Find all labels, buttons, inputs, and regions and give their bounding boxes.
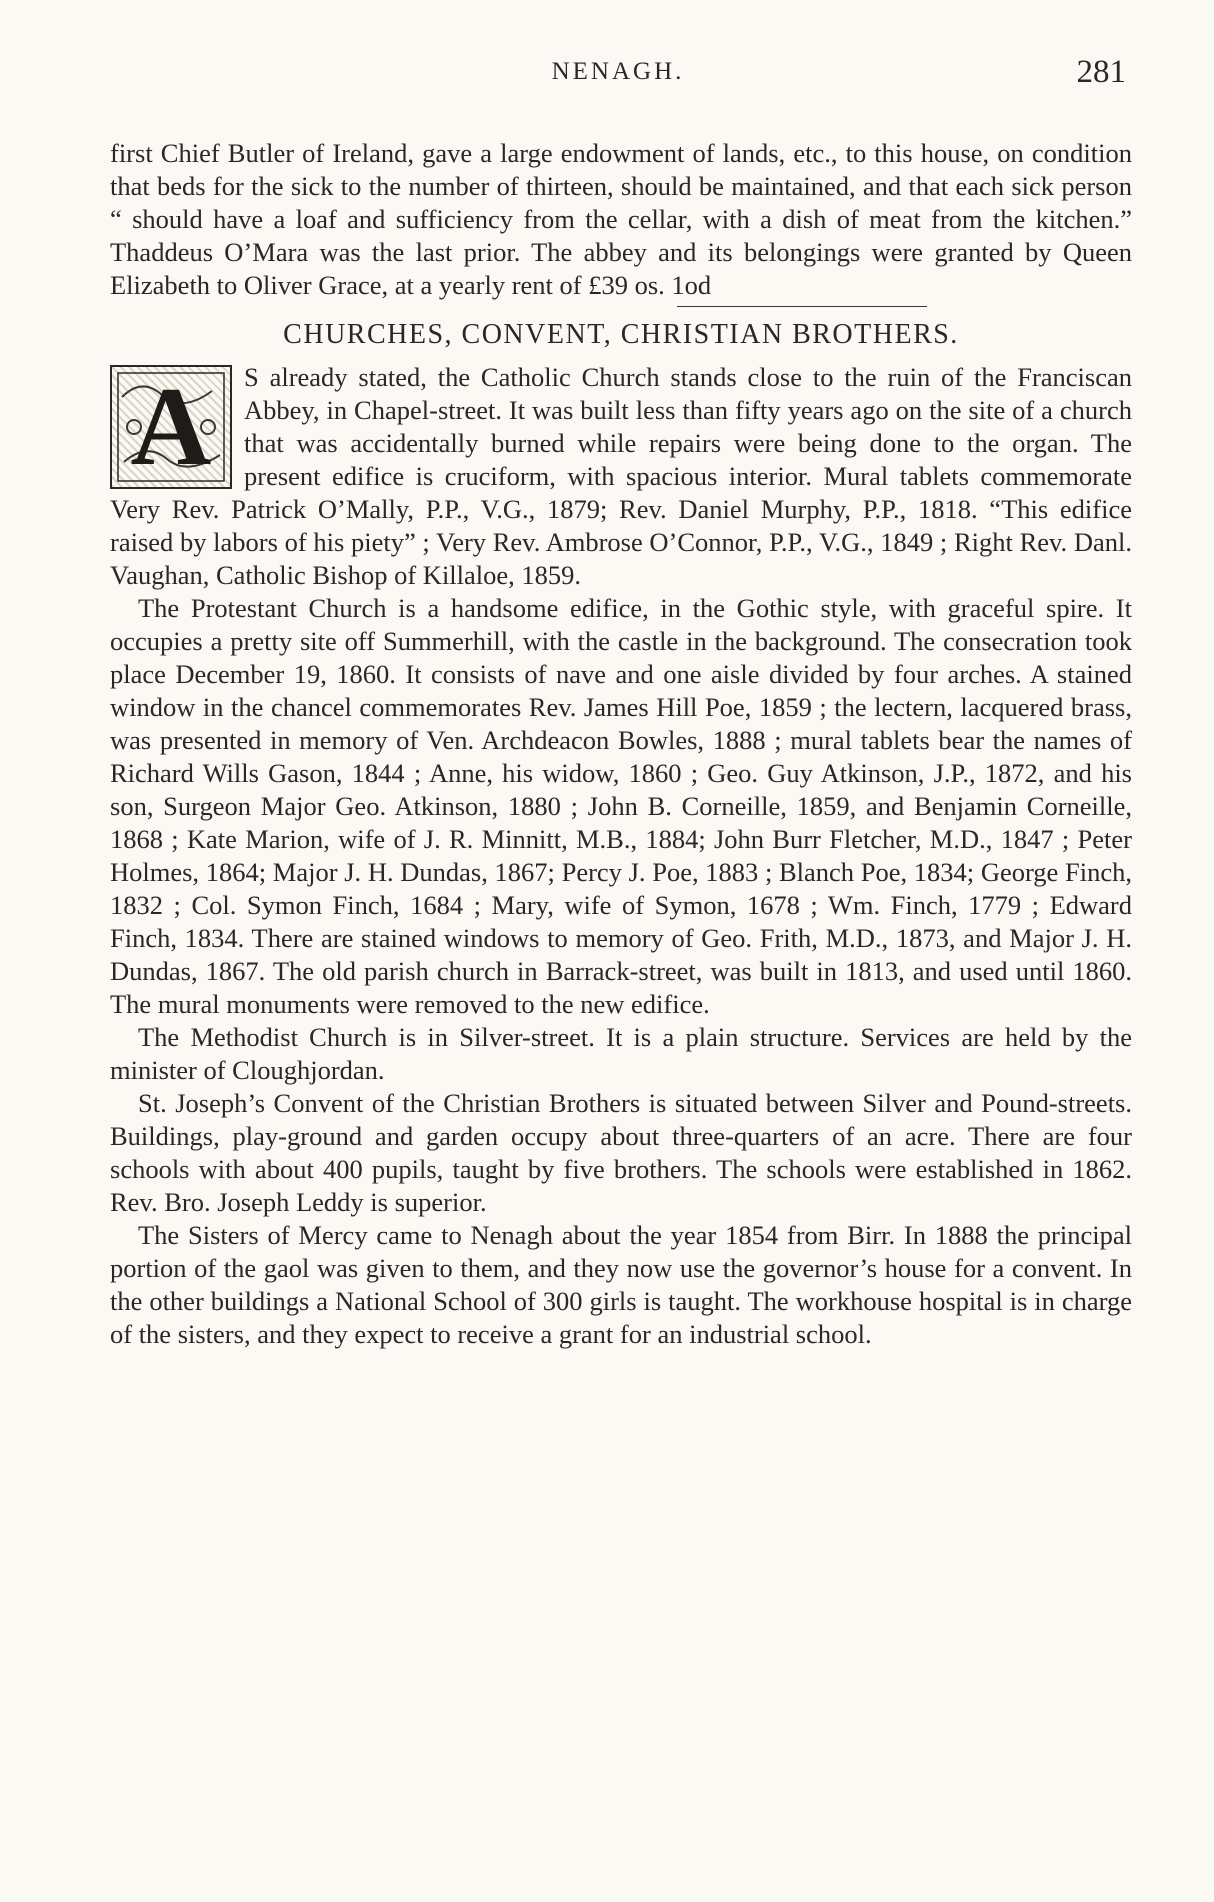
section-heading: CHURCHES, CONVENT, CHRISTIAN BROTHERS. [283, 319, 959, 350]
running-head [110, 54, 1126, 98]
methodist-church-paragraph: The Methodist Church is in Silver-street. It is a plain structure. Services are held by the minister of Cloughjordan. [110, 1022, 1132, 1085]
dropcap-letter: A [130, 365, 212, 489]
section-divider [677, 306, 927, 307]
sisters-of-mercy-paragraph: The Sisters of Mercy came to Nenagh about the year 1854 from Birr. In 1888 the principal portion of the gaol was given to them, and they now use the governor’s house for a convent. In the other buildings a National School of 300 girls is taught. The workhouse hospital is in charge of the sisters, and they expect to receive a grant for an industrial school. [110, 1220, 1132, 1349]
opening-paragraph: first Chief Butler of Ireland, gave a large endowment of lands, etc., to this house, on condition that beds for the sick to the number of thirteen, should be maintained, and that each sick person “ should have a loaf and sufficiency from the cellar, with a dish of meat from the kitchen.” Thaddeus O’Mara was the last prior. The abbey and its belongings were granted by Queen Elizabeth to Oliver Grace, at a yearly rent of £39 os. 1od [110, 138, 1132, 300]
st-joseph-convent-paragraph: St. Joseph’s Convent of the Christian Brothers is situated between Silver and Pound-streets. Buildings, play-ground and garden occupy about three-quarters of an acre. There are four schools with about 400 pupils, taught by five brothers. The schools were established in 1862. Rev. Bro. Joseph Leddy is superior. [110, 1088, 1132, 1217]
body-text [110, 137, 1132, 1351]
running-title: NENAGH. [551, 58, 685, 85]
page-number: 281 [1076, 54, 1126, 90]
protestant-church-paragraph: The Protestant Church is a handsome edifice, in the Gothic style, with graceful spire. It occupies a pretty site off Summerhill, with the castle in the background. The consecration took place December 19, 1860. It consists of nave and one aisle divided by four arches. A stained window in the chancel commemorates Rev. James Hill Poe, 1859 ; the lectern, lacquered brass, was presented in memory of Ven. Archdeacon Bowles, 1888 ; mural tablets bear the names of Richard Wills Gason, 1844 ; Anne, his widow, 1860 ; Geo. Guy Atkinson, J.P., 1872, and his son, Surgeon Major Geo. Atkinson, 1880 ; John B. Corneille, 1859, and Benjamin Corneille, 1868 ; Kate Marion, wife of J. R. Minnitt, M.B., 1884; John Burr Fletcher, M.D., 1847 ; Peter Holmes, 1864; Major J. H. Dundas, 1867; Percy J. Poe, 1883 ; Blanch Poe, 1834; George Finch, 1832 ; Col. Symon Finch, 1684 ; Mary, wife of Symon, 1678 ; Wm. Finch, 1779 ; Edward Finch, 1834. There are stained windows to memory of Geo. Frith, M.D., 1873, and Major J. H. Dundas, 1867. The old parish church in Barrack-street, was built in 1813, and used until 1860. The mural monuments were removed to the new edifice. [110, 593, 1132, 1019]
ornamental-dropcap [110, 365, 232, 489]
catholic-church-paragraph: S already stated, the Catholic Church stands close to the ruin of the Franciscan Abbey, in Chapel-street. It was built less than fifty years ago on the site of a church that was accidentally burned while repairs were being done to the organ. The present edifice is cruciform, with spacious interior. Mural tablets commemorate Very Rev. Patrick O’Mally, P.P., V.G., 1879; Rev. Daniel Murphy, P.P., 1818. “This edifice raised by labors of his piety” ; Very Rev. Ambrose O’Connor, P.P., V.G., 1849 ; Right Rev. Danl. Vaughan, Catholic Bishop of Killaloe, 1859. [110, 362, 1132, 590]
